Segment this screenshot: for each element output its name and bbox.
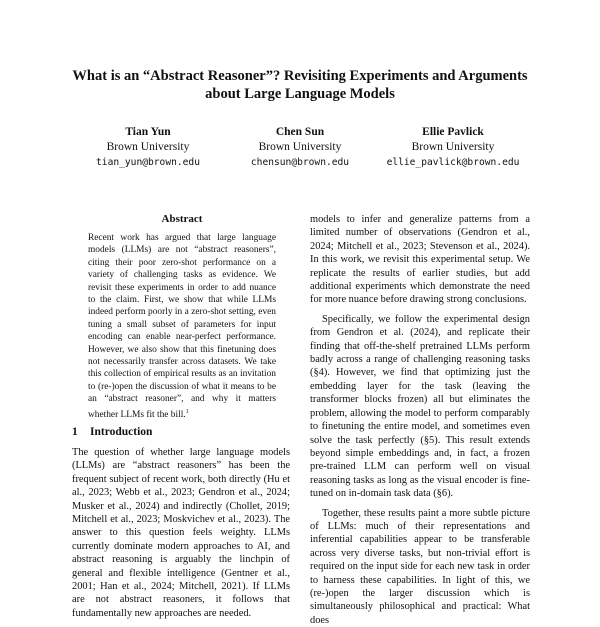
author-name: Tian Yun	[125, 126, 171, 138]
author-affiliation: Brown University	[258, 141, 342, 153]
section-number: 1	[72, 426, 78, 438]
author-1	[63, 125, 233, 170]
abstract-heading: Abstract	[161, 213, 203, 225]
author-email: chensun@brown.edu	[250, 157, 350, 168]
author-email: ellie_pavlick@brown.edu	[386, 157, 520, 168]
author-email: tian_yun@brown.edu	[96, 157, 200, 168]
intro-paragraph: Specifically, we follow the experimental design from Gendron et al. (2024), and replicate their finding that off-the-shelf pretrained LLMs perform badly across a range of challenging reasoning tasks (§4). However, we find that optimizing just the embedding layer for the task (leaving the transformer blocks frozen) all but eliminates the problem, allowing the model to perform comparably to finetuning the entire model, and sometimes even solve the task perfectly (§5). This result extends beyond simple embeddings and, in fact, a frozen pre-trained LLM can perform well on visual reasoning tasks as long as the visual encoder is fine-tuned on in-domain task data (§6).	[310, 313, 530, 500]
abstract-body	[88, 232, 276, 421]
author-name: Chen Sun	[275, 126, 325, 138]
footnote-marker: 1	[185, 408, 189, 415]
author-affiliation: Brown University	[106, 141, 190, 153]
section-heading-introduction	[72, 426, 152, 438]
intro-paragraph: Together, these results paint a more subtle picture of LLMs: much of their representations and inferential capabilities appear to be transferable across very diverse tasks, but non-trivial effort is required on the input side for each new task in order to harness these capabilities. In light of this, we (re-)open the larger discussion which is simultaneously philosophical and practical: What does	[310, 507, 530, 626]
section-title: Introduction	[90, 426, 153, 438]
author-2	[215, 125, 385, 170]
abstract-text: Recent work has argued that large language models (LLMs) are not “abstract reasoners”, citing their poor zero-shot performance on a variety of challenging tasks as evidence. We revisit these experiments in order to add nuance to the claim. First, we show that while LLMs indeed perform poorly in a zero-shot setting, even tuning a small subset of parameters for input encoding can enable near-perfect performance. However, we also show that this finetuning does not necessarily transfer across datasets. We take this collection of empirical results as an invitation to (re-)open the discussion of what it means to be an “abstract reasoner”, and why it matters whether LLMs fit the bill.	[88, 233, 276, 420]
author-affiliation: Brown University	[411, 141, 495, 153]
author-3	[368, 125, 538, 170]
intro-paragraph-left: The question of whether large language models (LLMs) are “abstract reasoners” has been the frequent subject of recent work, both directly (Hu et al., 2023; Webb et al., 2023; Gendron et al., 2024; Musker et al., 2024) and indirectly (Chollet, 2019; Mitchell et al., 2023; Moskvichev et al., 2023). The answer to this question feels weighty. LLMs currently dominate modern approaches to AI, and abstract reasoning is arguably the linchpin of general and flexible intelligence (Gentner et al., 2001; Han et al., 2024; Mitchell, 2021). If LLMs are not abstract reasoners, it follows that fundamentally new approaches are needed.	[72, 447, 290, 619]
intro-paragraph: models to infer and generalize patterns from a limited number of observations (Gendron et al., 2024; Mitchell et al., 2023; Stevenson et al., 2024). In this work, we revisit this experimental setup. We replicate the results of earlier studies, but add additional experiments which demonstrate the need for more nuance before drawing strong conclusions.	[310, 214, 530, 306]
author-name: Ellie Pavlick	[422, 126, 484, 138]
paper-title: What is an “Abstract Reasoner”? Revisiting Experiments and Arguments about Large Language Models	[72, 68, 528, 102]
right-column	[310, 213, 530, 626]
